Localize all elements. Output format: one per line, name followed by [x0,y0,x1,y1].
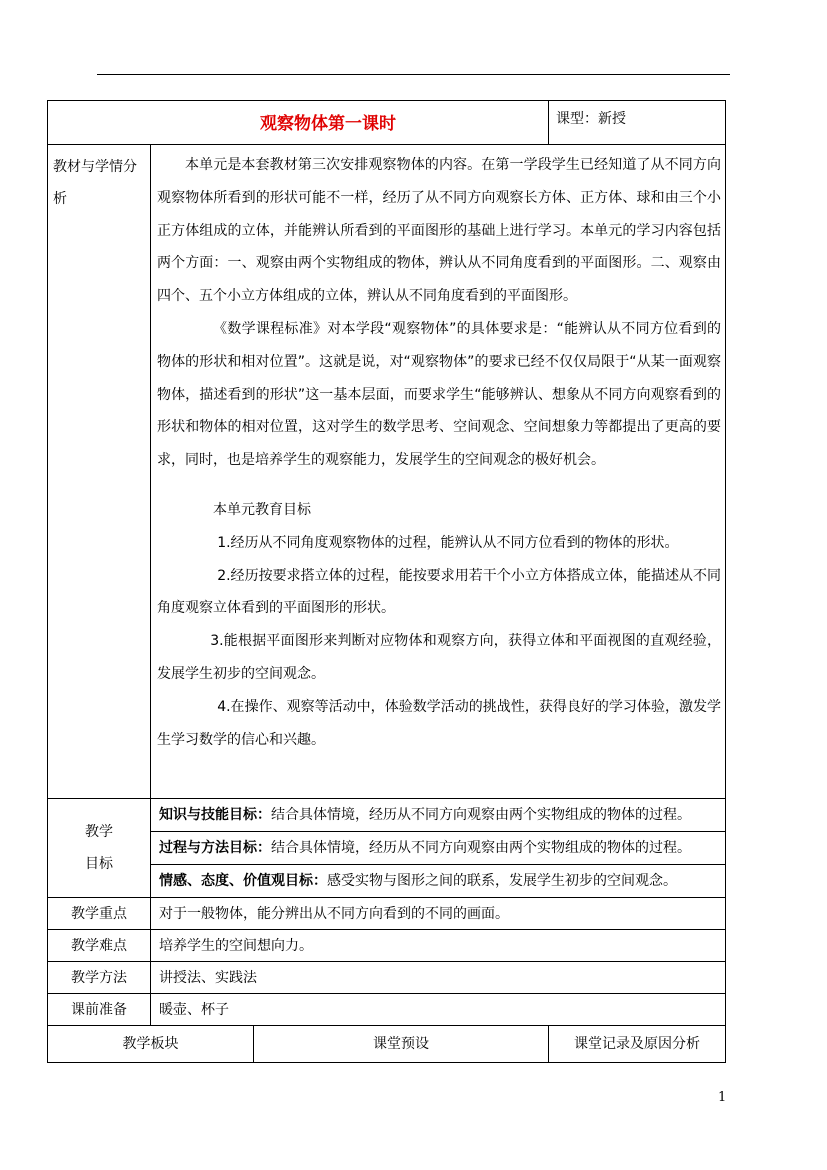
goal-label: 知识与技能目标： [159,807,271,823]
method-row [48,962,726,994]
goal-row [48,799,726,832]
goals-label-line1: 教学 [85,824,113,840]
unit-goal-item: 1.经历从不同角度观察物体的过程，能辨认从不同方位看到的物体的形状。 [217,534,679,551]
row-value: 暖壶、杯子 [151,994,726,1026]
unit-goal-item: 3.能根据平面图形来判断对应物体和观察方向，获得立体和平面视图的直观经验，发展学生初步的空间观念。 [157,633,721,682]
key-point-row [48,898,726,930]
preparation-row [48,994,726,1026]
footer-header-row [48,1026,726,1063]
analysis-paragraph: 《数学课程标准》对本学段“观察物体”的具体要求是：“能辨认从不同方位看到的物体的形状和相对位置”。这就是说，对“观察物体”的要求已经不仅仅局限于“从某一面观察物体，描述看到的形状”这一基本层面，而要求学生“能够辨认、想象从不同方向观察看到的形状和物体的相对位置，这对学生的数学思考、空间观念、空间想象力等都提出了更高的要求，同时，也是培养学生的观察能力，发展学生的空间观念的极好机会。 [157,320,721,469]
row-value: 对于一般物体，能分辨出从不同方向看到的不同的画面。 [151,898,726,930]
row-label: 教学重点 [48,898,151,930]
goals-label-line2: 目标 [85,856,113,872]
unit-goal-item: 4.在操作、观察等活动中，体验数学活动的挑战性，获得良好的学习体验，激发学生学习数学的信心和兴趣。 [157,698,721,748]
row-label: 教学难点 [48,930,151,962]
row-value: 讲授法、实践法 [151,962,726,994]
analysis-content [151,145,726,799]
unit-goals-heading: 本单元教育目标 [213,501,311,518]
goal-label: 过程与方法目标： [159,840,271,856]
lesson-type: 课型：新授 [549,101,726,145]
lesson-plan-table [47,100,726,1063]
page-number: 1 [718,1090,727,1105]
goal-knowledge [151,799,726,832]
row-label: 教学方法 [48,962,151,994]
goal-process [151,832,726,865]
header-rule [97,74,730,75]
goals-label [48,799,151,898]
analysis-row [48,145,726,799]
title-row [48,101,726,145]
difficulty-row [48,930,726,962]
goal-text: 感受实物与图形之间的联系，发展学生初步的空间观念。 [327,873,677,889]
goal-emotion [151,865,726,898]
lesson-title: 观察物体第一课时 [260,114,396,134]
goal-text: 结合具体情境，经历从不同方向观察由两个实物组成的物体的过程。 [271,807,691,823]
analysis-paragraph: 本单元是本套教材第三次安排观察物体的内容。在第一学段学生已经知道了从不同方向观察物体所看到的形状可能不一样，经历了从不同方向观察长方体、正方体、球和由三个小正方体组成的立体，并能辨认所看到的平面图形的基础上进行学习。本单元的学习内容包括两个方面：一、观察由两个实物组成的物体，辨认从不同角度看到的平面图形。二、观察由四个、五个小立方体组成的立体，辨认从不同角度看到的平面图形。 [157,157,721,305]
unit-goal-item: 2.经历按要求搭立体的过程，能按要求用若干个小立方体搭成立体，能描述从不同角度观察立体看到的平面图形的形状。 [157,567,721,617]
column-header-block: 教学板块 [48,1026,254,1063]
row-label: 课前准备 [48,994,151,1026]
row-value: 培养学生的空间想向力。 [151,930,726,962]
column-header-record: 课堂记录及原因分析 [549,1026,726,1063]
column-header-preset: 课堂预设 [254,1026,549,1063]
analysis-label: 教材与学情分析 [48,145,151,799]
goal-text: 结合具体情境，经历从不同方向观察由两个实物组成的物体的过程。 [271,840,691,856]
title-cell [48,101,549,145]
goal-label: 情感、态度、价值观目标： [159,873,327,889]
